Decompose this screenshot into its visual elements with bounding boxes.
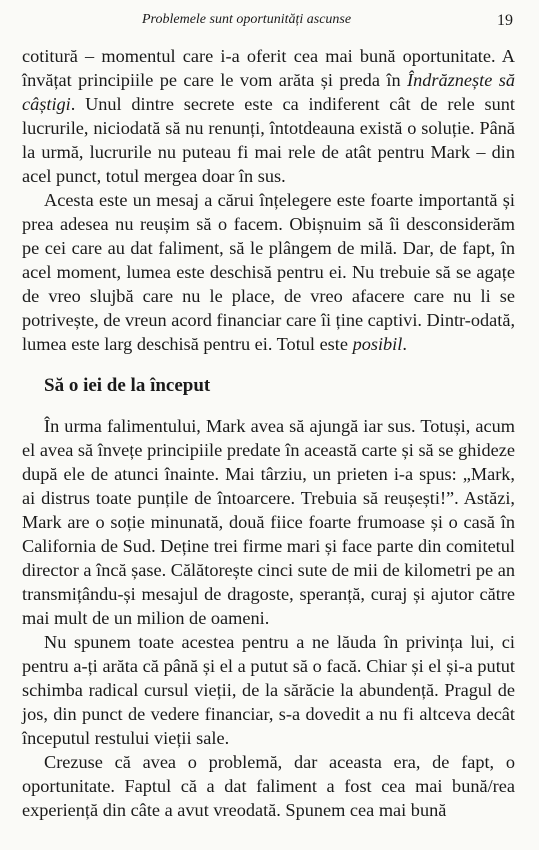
paragraph (22, 188, 515, 356)
paragraph (22, 44, 515, 188)
italic-text: Îndrăznește să câștigi (22, 70, 515, 114)
text-run: Crezuse că avea o problemă, dar aceasta era, de fapt, o oportunitate. Faptul că a dat faliment a fost cea mai bună/rea experiență din câte a avut vreodată. Spunem cea mai bună (22, 752, 515, 820)
paragraph (22, 414, 515, 630)
section-heading: Să o iei de la început (44, 375, 211, 396)
running-header (22, 12, 515, 34)
paragraphs-after-heading (22, 414, 515, 822)
paragraphs-before-heading (22, 44, 515, 356)
text-run: În urma falimentului, Mark avea să ajungă iar sus. Totuși, acum el avea să învețe principiile predate în această carte și să se ghideze după ele de atunci înainte. Mai târziu, un prieten i-a spus: „Mark, ai distrus toate punțile de întoarcere. Trebuia să reușești!”. Astăzi, Mark are o soție minunată, două fiice foarte frumoase și o casă în California de Sud. Deține trei firme mari și face parte din comitetul director a încă șase. Călătorește cinci sute de mii de kilometri pe an transmițându-și mesajul de dragoste, speranță, curaj și ajutor către mai mult de un milion de oameni. (22, 416, 515, 628)
italic-text: posibil (352, 334, 403, 354)
text-run: cotitură – momentul care i-a oferit cea mai bună oportunitate. A învățat principiile pe care le vom arăta și preda în (22, 46, 515, 90)
text-run: . Unul dintre secrete este ca indiferent cât de rele sunt lucrurile, niciodată să nu renunți, întotdeauna există o soluție. Până la urmă, lucrurile nu puteau fi mai rele de atât pentru Mark – din acel punct, totul mergea doar în sus. (22, 94, 515, 186)
page-number: 19 (497, 12, 513, 29)
text-run: Acesta este un mesaj a cărui înțelegere este foarte importantă și prea adesea nu reușim să o facem. Obișnuim să îi desconsiderăm pe cei care au dat faliment, să le plângem de milă. Dar, de fapt, în acel moment, lumea este deschisă pentru ei. Nu trebuie să se agațe de vreo slujbă care nu le place, de vreo afacere care nu li se potrivește, de vreun acord financiar care îi ține captivi. Dintr-odată, lumea este larg deschisă pentru ei. Totul este (22, 190, 516, 354)
body-text (22, 44, 515, 822)
chapter-title: Problemele sunt oportunități ascunse (142, 12, 352, 27)
text-run: . (402, 334, 407, 354)
paragraph (22, 750, 515, 822)
paragraph (22, 630, 515, 750)
text-run: Nu spunem toate acestea pentru a ne lăuda în privința lui, ci pentru a-ți arăta că până și el a putut să o facă. Chiar și el și-a putut schimba radical cursul vieții, de la sărăcie la abundență. Pragul de jos, din punct de vedere financiar, s-a dovedit a nu fi altceva decât începutul restului vieții sale. (22, 632, 515, 748)
